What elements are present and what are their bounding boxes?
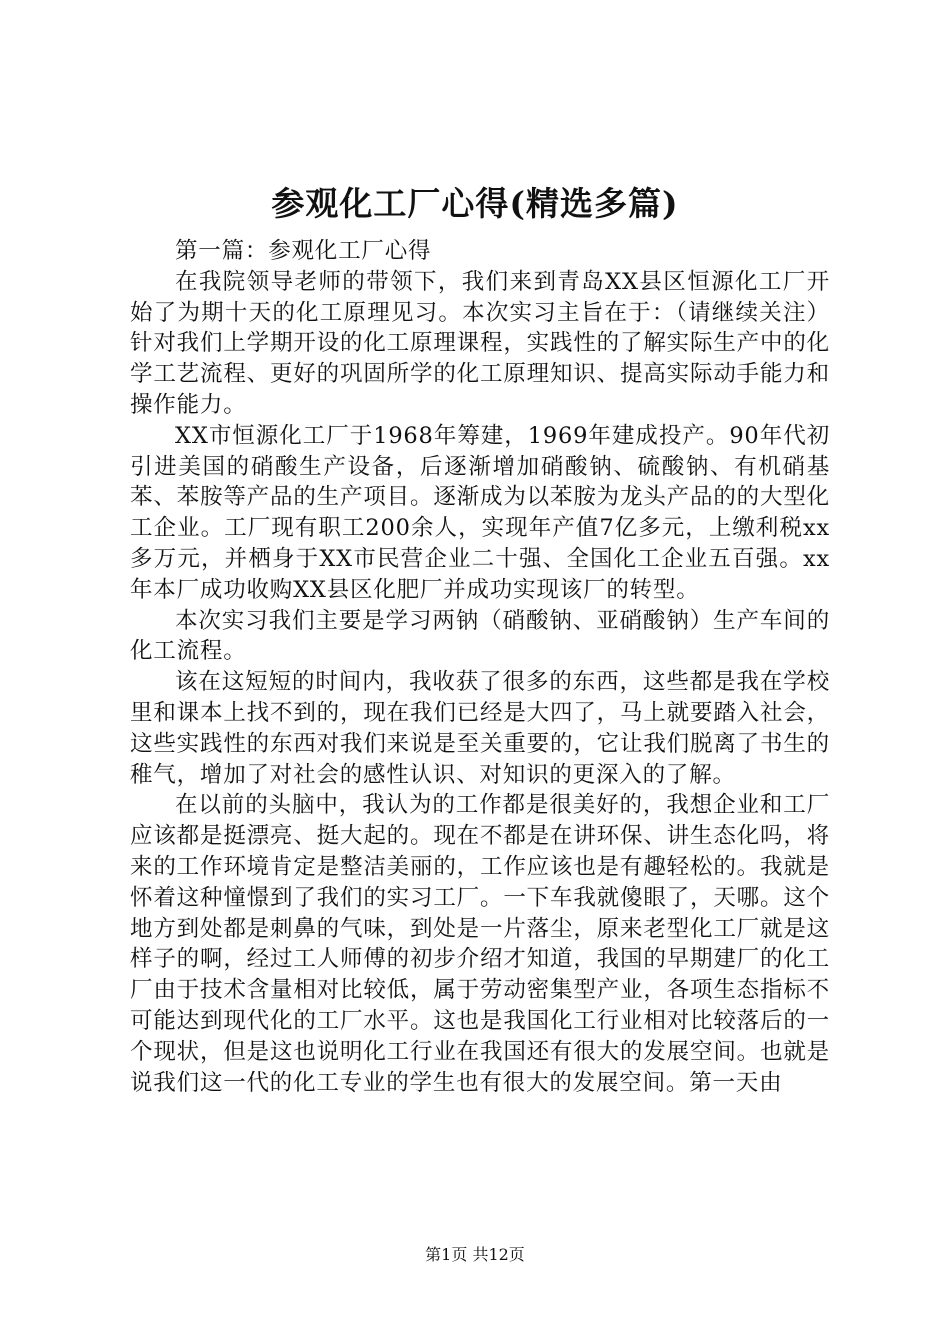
paragraph-gains: 该在这短短的时间内，我收获了很多的东西，这些都是我在学校里和课本上找不到的，现在我们已经是大四了，马上就要踏入社会，这些实践性的东西对我们来说是至关重要的，它让我们脱离了书生的稚气，增加了对社会的感性认识、对知识的更深入的了解。	[130, 669, 830, 788]
paragraph-intro: 在我院领导老师的带领下，我们来到青岛XX县区恒源化工厂开始了为期十天的化工原理见习。本次实习主旨在于：（请继续关注）针对我们上学期开设的化工原理课程，实践性的了解实际生产中的化学工艺流程、更好的巩固所学的化工原理知识、提高实际动手能力和操作能力。	[130, 268, 830, 418]
document-body	[130, 236, 830, 1098]
paragraph-company: XX市恒源化工厂于1968年筹建，1969年建成投产。90年代初引进美国的硝酸生产设备，后逐渐增加硝酸钠、硫酸钠、有机硝基苯、苯胺等产品的生产项目。逐渐成为以苯胺为龙头产品的的大型化工企业。工厂现有职工200余人，实现年产值7亿多元，上缴利税xx多万元，并栖身于XX市民营企业二十强、全国化工企业五百强。xx年本厂成功收购XX县区化肥厂并成功实现该厂的转型。	[130, 422, 830, 603]
page-footer: 第1页 共12页	[425, 1245, 525, 1264]
section-heading: 第一篇：参观化工厂心得	[175, 238, 432, 264]
paragraph-impressions: 在以前的头脑中，我认为的工作都是很美好的，我想企业和工厂应该都是挺漂亮、挺大起的。现在不都是在讲环保、讲生态化吗，将来的工作环境肯定是整洁美丽的，工作应该也是有趣轻松的。我就是怀着这种憧憬到了我们的实习工厂。一下车我就傻眼了，天哪。这个地方到处都是刺鼻的气味，到处是一片落尘，原来老型化工厂就是这样子的啊，经过工人师傅的初步介绍才知道，我国的早期建厂的化工厂由于技术含量相对比较低，属于劳动密集型产业，各项生态指标不可能达到现代化的工厂水平。这也是我国化工行业相对比较落后的一个现状，但是这也说明化工行业在我国还有很大的发展空间。也就是说我们这一代的化工专业的学生也有很大的发展空间。第一天由	[130, 792, 830, 1096]
paragraph-internship-focus: 本次实习我们主要是学习两钠（硝酸钠、亚硝酸钠）生产车间的化工流程。	[130, 607, 830, 665]
document-title: 参观化工厂心得(精选多篇)	[271, 184, 679, 223]
